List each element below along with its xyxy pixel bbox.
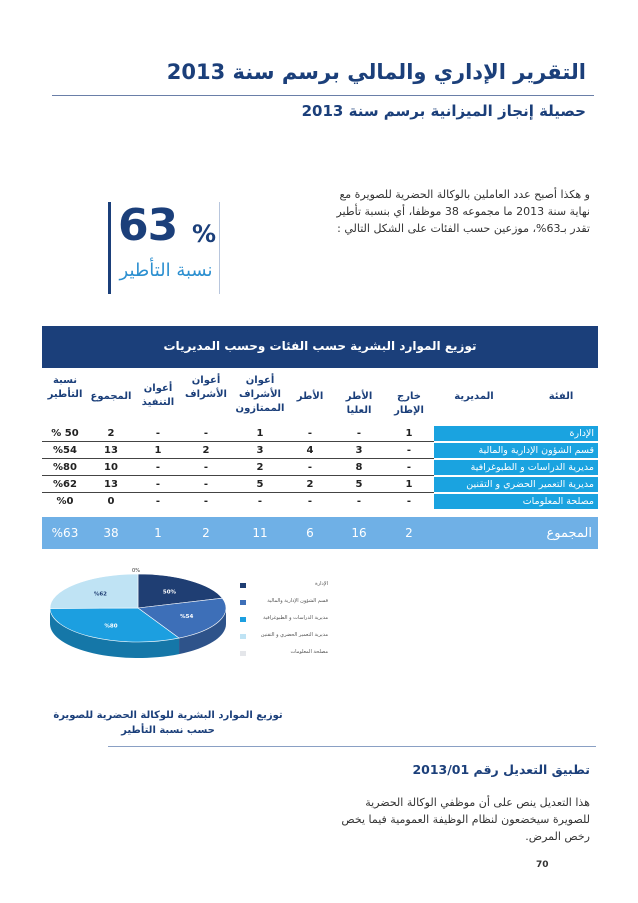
col-header: أعوان الأشراف [185,375,227,400]
legend-item [238,614,338,631]
total-cell: 16 [351,526,367,540]
amendment-text: هذا التعديل ينص على أن موظفي الوكالة الحضرية للصويرة سيخضعون لنظام الوظيفة العمومية فيما يخص رخص المرض. [341,796,590,843]
legend-item [238,597,338,614]
table-cell: 0 [107,496,115,507]
table-cell: - [356,496,362,507]
stat-bar-right [219,202,220,294]
row-label: قسم الشؤون الإدارية والمالية [434,443,598,458]
table-cell: 2 [107,428,115,439]
pie-slice-label: %54 [180,613,194,620]
total-cell: 1 [154,526,162,540]
row-label: مصلحة المعلومات [434,494,598,509]
legend-label: قسم الشؤون الإدارية والمالية [267,598,328,604]
page-number: 70 [536,860,549,870]
pie-slice-label: 0% [132,568,140,574]
legend-swatch [240,600,246,605]
table-cell: 3 [355,445,363,456]
table-cell: 2 [256,462,264,473]
legend-label: مصلحة المعلومات [290,649,328,655]
framing-rate-stat [108,200,220,296]
framing-rate-pie-chart [38,566,338,714]
table-cell: - [155,428,161,439]
stat-bar-left [108,202,111,294]
table-cell: %80 [53,462,77,473]
total-cell: 11 [252,526,268,540]
table-cell: %62 [53,479,77,490]
table-cell: - [203,428,209,439]
legend-item [238,580,338,597]
table-cell: - [203,496,209,507]
hr-distribution-table [42,326,598,550]
table-cell: 1 [256,428,264,439]
table-cell: - [257,496,263,507]
legend-swatch [240,651,246,656]
table-cell: - [307,428,313,439]
table-cell: 1 [405,428,413,439]
page-subtitle: حصيلة إنجاز الميزانية برسم سنة 2013 [301,102,586,120]
row-divider [42,458,434,459]
total-cell: 2 [202,526,210,540]
table-cell: %0 [56,496,74,507]
table-cell: - [307,462,313,473]
total-cell: 2 [405,526,413,540]
table-cell: - [203,462,209,473]
table-cell: - [155,479,161,490]
table-cell: 4 [306,445,314,456]
page-title: التقرير الإداري والمالي برسم سنة 2013 [166,60,586,84]
stat-unit: % [192,220,217,248]
table-cell: - [356,428,362,439]
table-cell: 13 [104,479,118,490]
table-cell: 5 [256,479,264,490]
pie-slice-label: 50% [162,589,177,596]
table-cell: - [155,462,161,473]
row-divider [42,492,434,493]
section-divider [108,746,596,747]
legend-item [238,631,338,648]
legend-label: الإدارة [315,581,328,587]
table-cell: 8 [355,462,363,473]
col-header: المجموع [90,391,132,402]
chart-legend [238,580,338,665]
total-label: المجموع [546,526,592,541]
amendment-title: تطبيق التعديل رقم 2013/01 [412,762,590,777]
pie-svg [38,566,238,676]
row-label: مديرية التعمير الحضري و التقنين [434,477,598,492]
table-cell: 5 [355,479,363,490]
pie-slice-label: %80 [104,623,118,630]
legend-swatch [240,617,246,622]
chart-caption: توزيع الموارد البشرية للوكالة الحضرية للصويرة حسب نسبة التأطير [53,710,283,736]
table-cell: - [203,479,209,490]
table-cell: %54 [53,445,77,456]
table-cell: - [406,496,412,507]
table-cell: - [406,445,412,456]
table-cell: 2 [306,479,314,490]
table-cell: 13 [104,445,118,456]
col-header: الأطر [296,391,324,402]
table-title: توزيع الموارد البشرية حسب الفئات وحسب المديريات [163,339,477,353]
table-cell: 2 [202,445,210,456]
table-cell: % 50 [51,428,79,439]
table-cell: 3 [256,445,264,456]
col-header: نسبة التأطير [47,375,83,400]
table-cell: - [406,462,412,473]
legend-swatch [240,583,246,588]
pie-slice-label: %62 [93,591,108,598]
row-divider [42,441,434,442]
intro-paragraph: و هكذا أصبح عدد العاملين بالوكالة الحضرية للصويرة مع نهاية سنة 2013 ما مجموعه 38 موظفا، أي بنسبة تأطير تقدر بـ63%، موزعين حسب الفئات على الشكل التالي : [336,188,590,235]
corner-category: الفئة [548,391,574,402]
legend-label: مديرية التعمير الحضري و التقنين [260,632,328,638]
stat-value: 63 [118,200,178,251]
total-cell: 38 [103,526,119,540]
title-rule [52,95,594,96]
col-header: أعوان الأشراف الممتازون [235,375,285,414]
total-cell: 6 [306,526,314,540]
stat-label: نسبة التأطير [119,260,213,281]
total-cell: %63 [51,526,79,540]
corner-directorate: المديرية [454,391,494,402]
legend-label: مديرية الدراسات و الطبوغرافية [263,615,328,621]
table-cell: 10 [104,462,118,473]
legend-item [238,648,338,665]
table-cell: 1 [154,445,162,456]
table-cell: 1 [405,479,413,490]
table-cell: - [307,496,313,507]
row-divider [42,475,434,476]
col-header: الأطر العليا [345,391,373,416]
table-cell: - [155,496,161,507]
row-label: الإدارة [434,426,598,441]
legend-swatch [240,634,246,639]
col-header: خارج الإطار [394,391,424,416]
row-label: مديرية الدراسات و الطبوغرافية [434,460,598,475]
col-header: أعوان التنفيذ [141,383,175,408]
